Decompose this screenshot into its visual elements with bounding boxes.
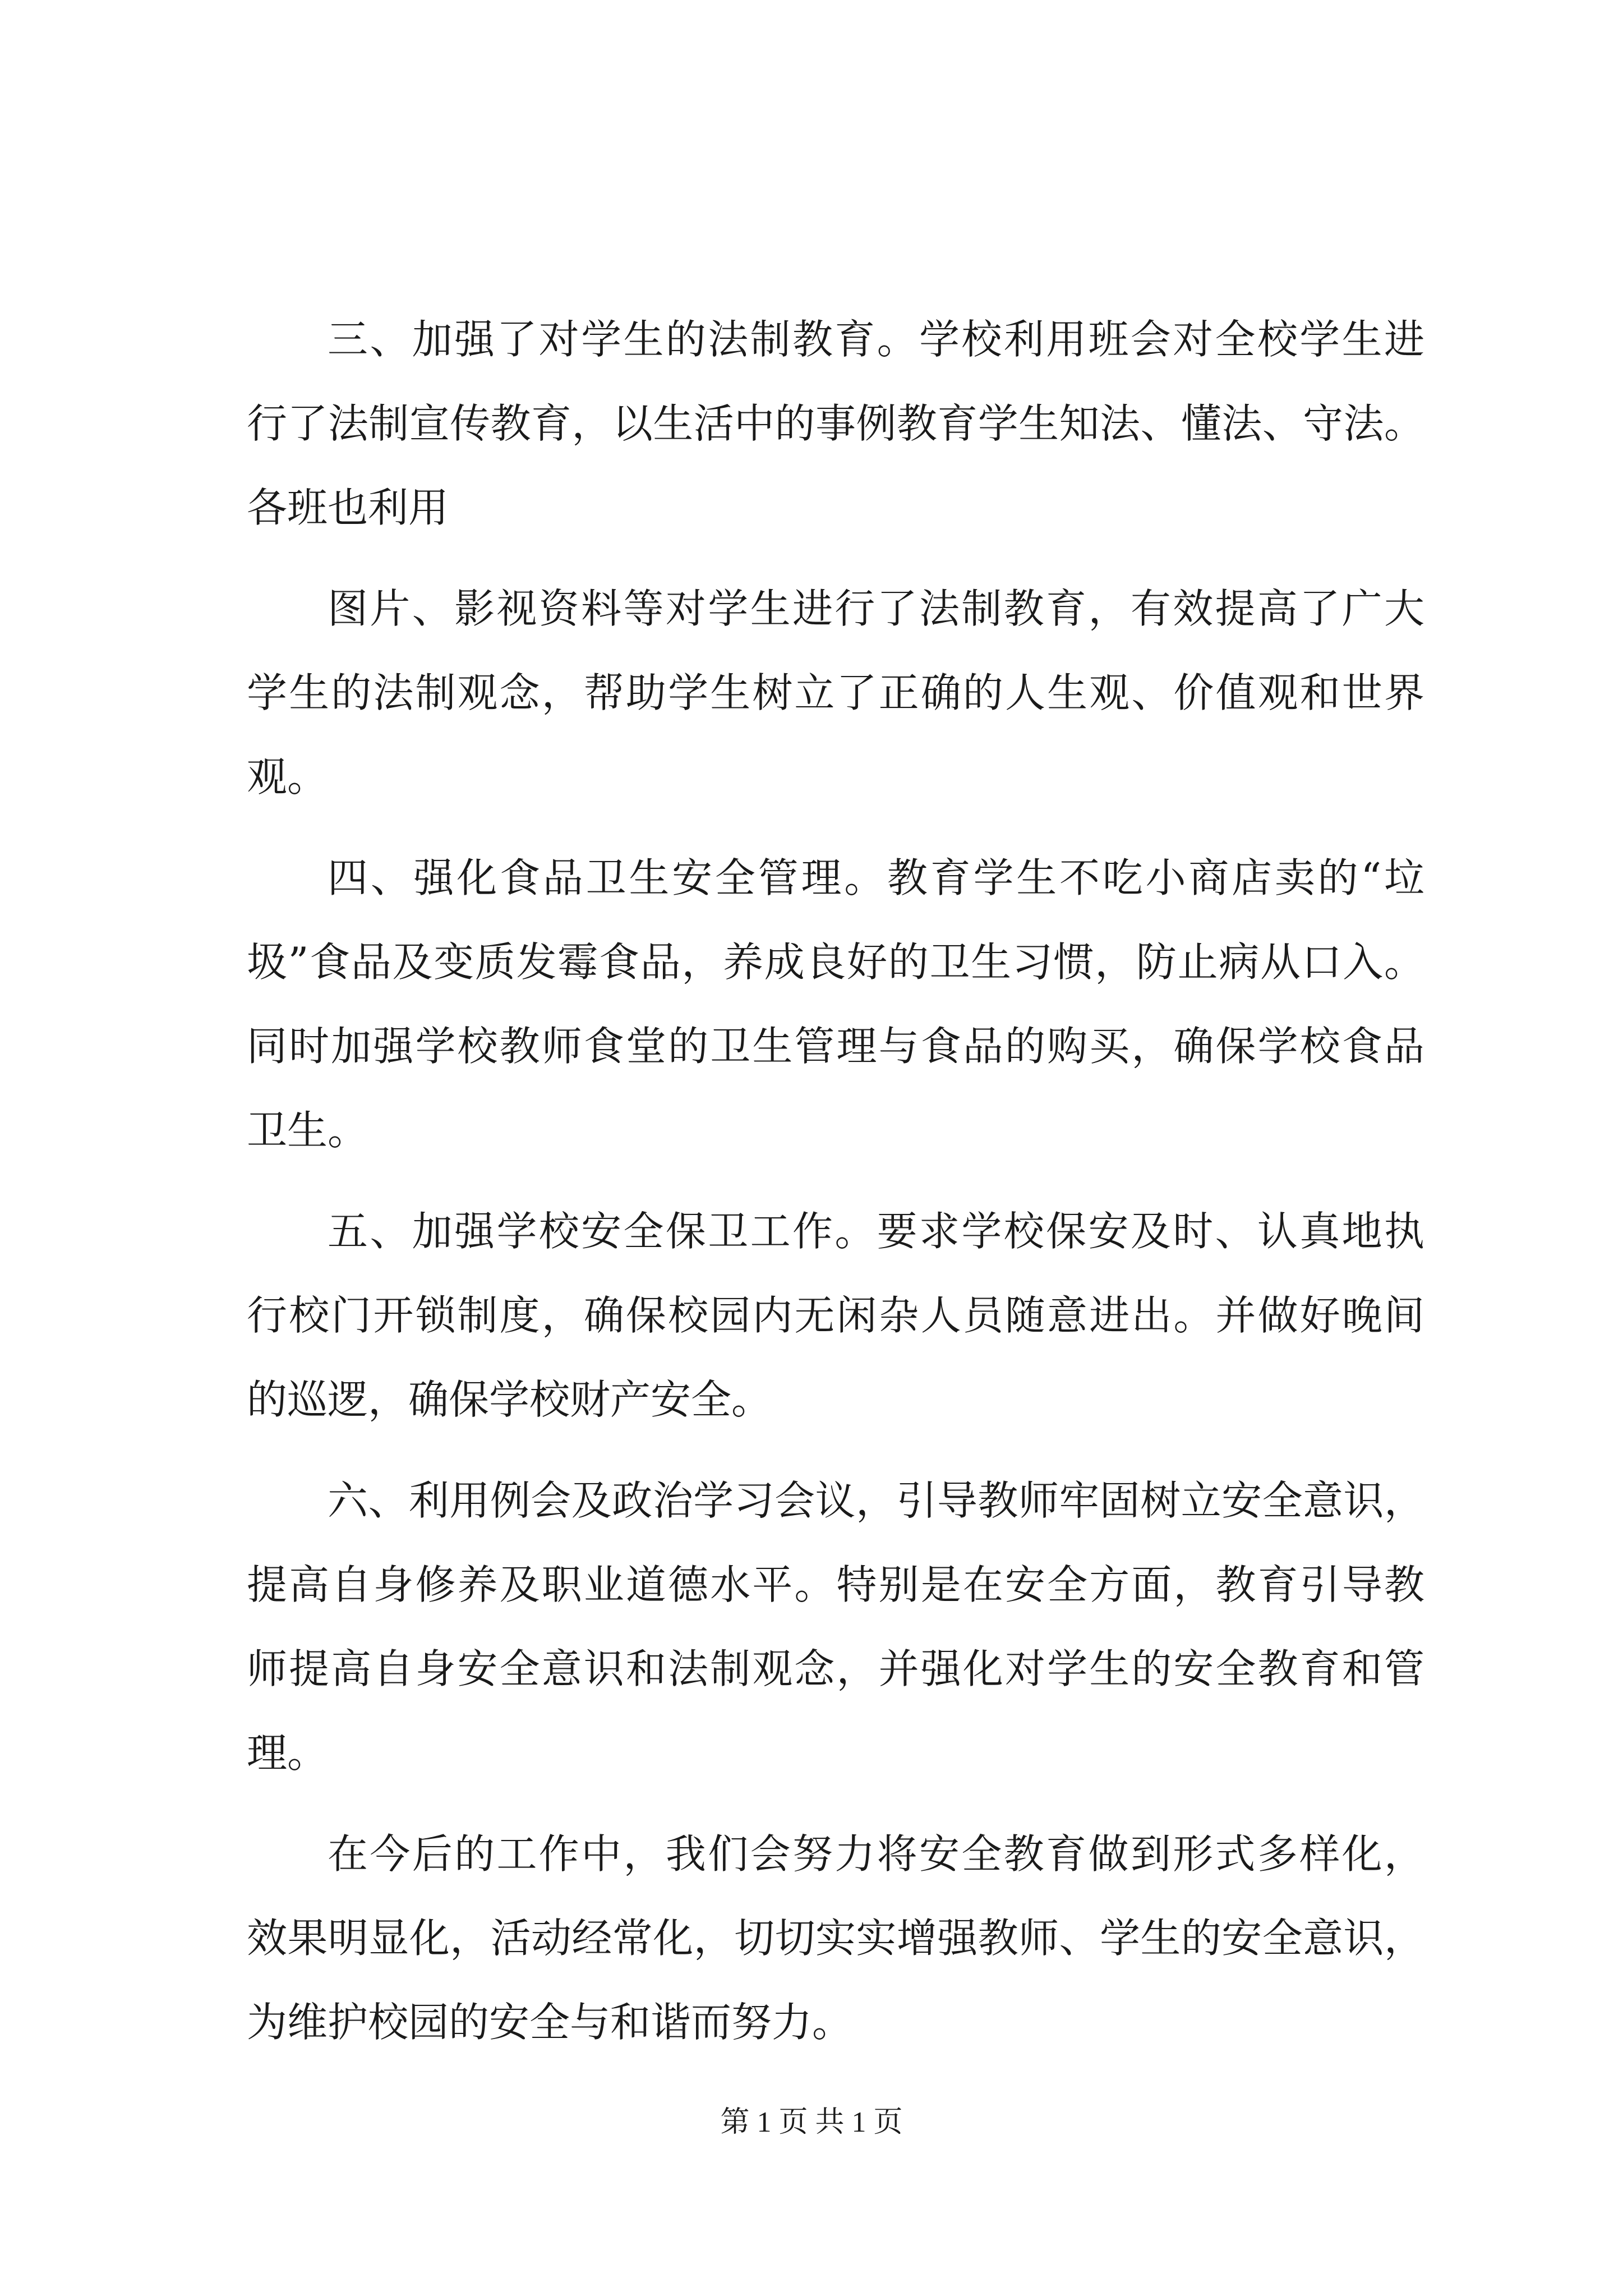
- paragraph-security: [247, 1189, 1424, 1442]
- paragraph-food-safety: [247, 836, 1424, 1172]
- paragraph-line: 效果明显化，活动经常化，切切实实增强教师、学生的安全意识，: [247, 1915, 1424, 1962]
- paragraph-line: 师提高自身安全意识和法制观念，并强化对学生的安全教育和管: [247, 1645, 1424, 1692]
- paragraph-line: 提高自身修养及职业道德水平。特别是在安全方面，教育引导教: [247, 1561, 1424, 1608]
- paragraph-line: 六、利用例会及政治学习会议，引导教师牢固树立安全意识，: [328, 1477, 1424, 1524]
- page-footer: [0, 2098, 1623, 2140]
- paragraph-legal-education: [247, 297, 1424, 550]
- paragraph-line: 五、加强学校安全保卫工作。要求学校保安及时、认真地执: [328, 1208, 1424, 1255]
- paragraph-line: 圾”食品及变质发霉食品，养成良好的卫生习惯，防止病从口入。: [247, 938, 1424, 986]
- document-body: [247, 297, 1424, 2064]
- paragraph-line: 为维护校园的安全与和谐而努力。: [247, 1999, 853, 2046]
- paragraph-line: 同时加强学校教师食堂的卫生管理与食品的购买，确保学校食品: [247, 1023, 1424, 1070]
- paragraph-line: 行校门开锁制度，确保校园内无闲杂人员随意进出。并做好晚间: [247, 1292, 1424, 1339]
- paragraph-line: 卫生。: [247, 1107, 368, 1154]
- paragraph-line: 的巡逻，确保学校财产安全。: [247, 1376, 772, 1423]
- paragraph-conclusion: [247, 1812, 1424, 2064]
- paragraph-line: 三、加强了对学生的法制教育。学校利用班会对全校学生进: [328, 316, 1424, 363]
- paragraph-line: 行了法制宣传教育，以生活中的事例教育学生知法、懂法、守法。: [247, 400, 1424, 447]
- paragraph-line: 观。: [247, 753, 328, 800]
- paragraph-line: 各班也利用: [247, 484, 449, 531]
- paragraph-line: 在今后的工作中，我们会努力将安全教育做到形式多样化，: [328, 1830, 1424, 1878]
- paragraph-line: 学生的法制观念，帮助学生树立了正确的人生观、价值观和世界: [247, 669, 1424, 716]
- page-number-label: 第 1 页 共 1 页: [720, 2106, 903, 2138]
- paragraph-line: 图片、影视资料等对学生进行了法制教育，有效提高了广大: [328, 585, 1424, 632]
- paragraph-legal-materials: [247, 567, 1424, 819]
- paragraph-line: 理。: [247, 1729, 328, 1777]
- paragraph-teacher-awareness: [247, 1458, 1424, 1795]
- paragraph-line: 四、强化食品卫生安全管理。教育学生不吃小商店卖的“垃: [328, 854, 1424, 901]
